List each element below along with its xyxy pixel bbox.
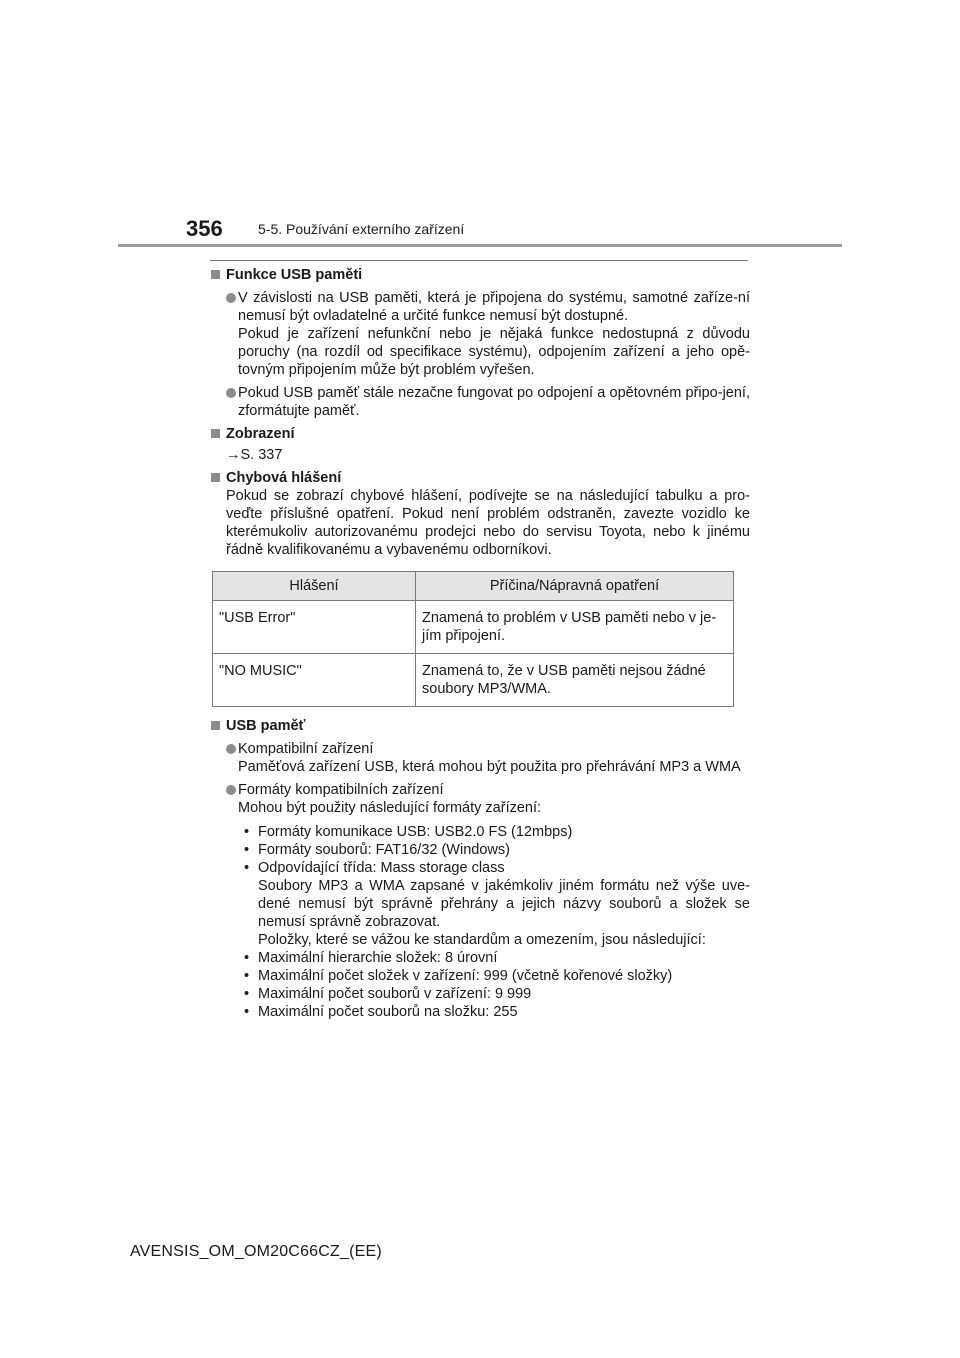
content-rule (210, 260, 748, 261)
item-text: Pokud je zařízení nefunkční nebo je nějaká funkce nedostupná z důvodu poruchy (na rozdíl od specifikace systému), odpojením zařízení a jeho opě-tovným připojením může být problém vyřešen. (238, 326, 750, 378)
item-text: Kompatibilní zařízení (238, 741, 374, 757)
item-text: Paměťová zařízení USB, která mohou být použita pro přehrávání MP3 a WMA (238, 759, 741, 775)
table-header-row (213, 572, 734, 601)
section-heading: USB paměť (226, 718, 306, 734)
list-item (226, 289, 750, 379)
dot-bullet-icon: • (244, 950, 250, 966)
circle-bullet-icon (226, 744, 236, 754)
section-heading: Funkce USB paměti (226, 267, 363, 283)
square-bullet-icon (211, 429, 220, 438)
section-display (210, 425, 750, 464)
spec-item: • Formáty komunikace USB: USB2.0 FS (12mbps) (244, 824, 573, 840)
spec-item: • Maximální počet souborů v zařízení: 9 999 (244, 986, 532, 1002)
spec-item: • Formáty souborů: FAT16/32 (Windows) (244, 842, 510, 858)
spec-item: • Maximální hierarchie složek: 8 úrovní (244, 950, 498, 966)
running-head: 5-5. Používání externího zařízení (258, 221, 465, 237)
spec-note: Položky, které se vážou ke standardům a omezením, jsou následující: (258, 932, 706, 948)
dot-bullet-icon: • (244, 842, 250, 858)
list-item (226, 781, 750, 1021)
table-cell: Znamená to, že v USB paměti nejsou žádné soubory MP3/WMA. (416, 654, 734, 707)
circle-bullet-icon (226, 785, 236, 795)
square-bullet-icon (211, 473, 220, 482)
item-text: Pokud USB paměť stále nezačne fungovat po odpojení a opětovném připo-jení, zformátujte paměť. (238, 385, 750, 419)
table-cell: Znamená to problém v USB paměti nebo v je-jím připojení. (416, 601, 734, 654)
list-item (226, 384, 750, 420)
table-header: Příčina/Nápravná opatření (416, 572, 734, 601)
error-message-table (212, 571, 734, 707)
page-number: 356 (186, 216, 223, 241)
spec-list (238, 823, 750, 877)
table-row (213, 654, 734, 707)
table-row (213, 601, 734, 654)
item-text: Formáty kompatibilních zařízení (238, 782, 444, 798)
spec-item: • Maximální počet složek v zařízení: 999 (včetně kořenové složky) (244, 968, 673, 984)
spec-item: • Maximální počet souborů na složku: 255 (244, 1004, 518, 1020)
section-paragraph: Pokud se zobrazí chybové hlášení, podívejte se na následující tabulku a pro-veďte příslušné opatření. Pokud není problém odstraněn, zavezte vozidlo ke kterémukoliv autorizovanému prodejci nebo do servisu Toyota, nebo k jinému řádně kvalifikovanému a vybavenému odborníkovi. (226, 488, 750, 558)
circle-bullet-icon (226, 293, 236, 303)
page-reference: →S. 337 (226, 447, 283, 463)
section-usb-memory (210, 717, 750, 1021)
dot-bullet-icon: • (244, 986, 250, 1002)
table-cell: "USB Error" (213, 601, 416, 654)
item-text: V závislosti na USB paměti, která je připojena do systému, samotné zaříze-ní nemusí být ovladatelné a určité funkce nemusí být dostupné. (238, 290, 750, 324)
circle-bullet-icon (226, 388, 236, 398)
table-cell: "NO MUSIC" (213, 654, 416, 707)
table-header: Hlášení (213, 572, 416, 601)
section-heading: Zobrazení (226, 426, 295, 442)
section-error-messages (210, 469, 750, 559)
square-bullet-icon (211, 721, 220, 730)
spec-list (238, 949, 750, 1021)
section-usb-functions (210, 266, 750, 420)
list-item (226, 740, 750, 776)
square-bullet-icon (211, 270, 220, 279)
dot-bullet-icon: • (244, 824, 250, 840)
document-code: AVENSIS_OM_OM20C66CZ_(EE) (130, 1243, 382, 1260)
page-content (210, 266, 750, 1026)
section-heading: Chybová hlášení (226, 470, 342, 486)
dot-bullet-icon: • (244, 860, 250, 876)
item-text: Mohou být použity následující formáty zařízení: (238, 800, 542, 816)
spec-note: Soubory MP3 a WMA zapsané v jakémkoliv jiném formátu než výše uve-dené nemusí být správně přehrány a jejich názvy souborů a složek se nemusí správně zobrazovat. (258, 878, 750, 930)
dot-bullet-icon: • (244, 968, 250, 984)
spec-item: • Odpovídající třída: Mass storage class (244, 860, 505, 876)
header-rule (118, 244, 842, 247)
dot-bullet-icon: • (244, 1004, 250, 1020)
